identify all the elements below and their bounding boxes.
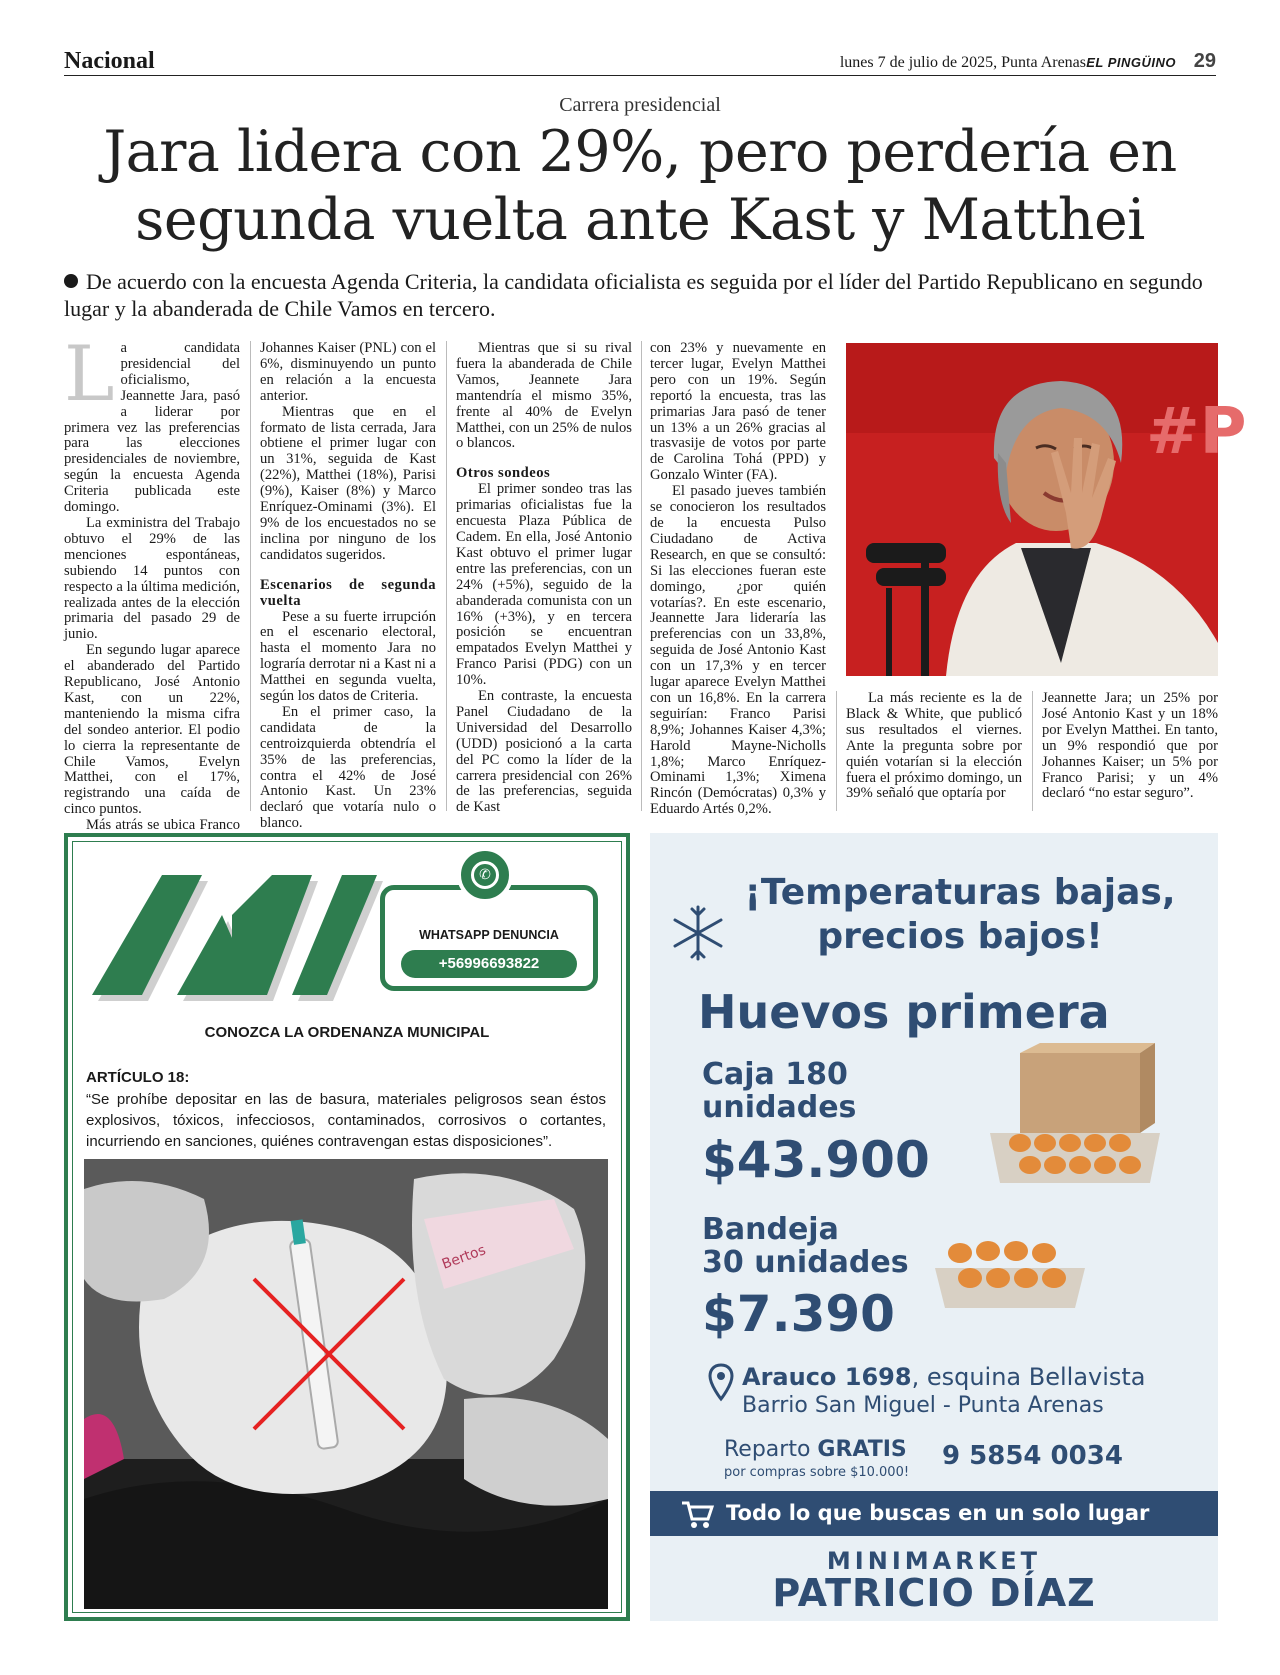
paragraph-text: a candidata presidencial del oficialismo, Jeannette Jara, pasó a liderar por primera vez las preferencias para las elecciones presidenciales de noviembre, según la encuesta Agenda Criteria publicada este domingo. (64, 340, 240, 516)
paragraph: Jeannette Jara; un 25% por José Antonio Kast y un 18% por Evelyn Matthei. En tanto, un 9% respondió que por Johannes Kaiser; un 5% por Franco Parisi; y un 4% declaró “no estar seguro”. (1042, 690, 1218, 802)
whatsapp-bubble (457, 847, 513, 903)
headline-line-1: Jara lidera con 29%, pero perdería en (103, 119, 1177, 185)
address-line-2: Barrio San Miguel - Punta Arenas (742, 1393, 1104, 1418)
snowflake-icon (668, 903, 728, 963)
minimarket-ad (650, 833, 1218, 1621)
photo-illustration (846, 343, 1247, 676)
paragraph: La más reciente es la de Black & White, que publicó sus resultados el viernes. Ante la pregunta sobre por quién votarían si la elección fuera el próximo domingo, un 39% señaló que optaría por (846, 690, 1022, 802)
egg-box-icon (980, 1043, 1170, 1193)
article-column-3 (456, 341, 632, 816)
paragraph: Más atrás se ubica Franco (86, 817, 240, 834)
item2-line-1: Bandeja (702, 1212, 839, 1247)
item2-description (702, 1213, 909, 1279)
paragraph: En contraste, la encuesta Panel Ciudadano de la Universidad del Desarrollo (UDD) posicionó a la carta del PC como la líder de la carrera presidencial con 26% de las preferencias, seguida de Kast (456, 688, 632, 816)
delivery-text (724, 1437, 907, 1462)
slogan-band (650, 1491, 1218, 1536)
address-rest: , esquina Bellavista (911, 1363, 1146, 1391)
column-divider (1032, 691, 1033, 811)
paragraph: En el primer caso, la candidata de la centroizquierda obtendría el 35% de las preferencias, contra el 42% de José Antonio Kast. Un 23% declaró que votaría nulo o blanco. (260, 703, 436, 832)
paragraph (64, 329, 240, 516)
candidate-photo (846, 343, 1247, 676)
section-name: Nacional (64, 48, 155, 74)
paragraph: El primer sondeo tras las primarias oficialistas fue la encuesta Plaza Pública de Cadem. En ella, José Antonio Kast obtuvo el primer lugar entre las preferencias, con un 24% (+5%), seguido de la abanderada comunista con un 16% (+3%), y en tercera posición se encuentran empatados Evelyn Matthei y Franco Parisi (PDG) con un 10%. (456, 481, 632, 689)
item1-line-2: unidades (702, 1090, 857, 1125)
paragraph: El pasado jueves también se conocieron los resultados de la encuesta Pulso Ciudadano de Activa Research, en que se consultó: Si las elecciones fueran este domingo, ¿por quién votarías?. En este escenario, Jeannette Jara lideraría las preferencias con un 33,8%, seguida de José Antonio Kast con un 17,3% y en tercer lugar aparece Evelyn Matthei con un 16,8%. En la carrera seguirían: Franco Parisi 8,9%; Johannes Kaiser 4,3%; Harold Mayne-Nicholls 1,8%; Marco Enríquez-Ominami 1,3%; Ximena Rincón (Demócratas) 0,3% y Eduardo Artés 0,2%. (650, 483, 826, 818)
store-name: PATRICIO DÍAZ (772, 1571, 1096, 1615)
slogan-text: Todo lo que buscas en un solo lugar (726, 1501, 1150, 1525)
paragraph: La exministra del Trabajo obtuvo el 29% de las menciones espontáneas, subiendo 14 puntos con respecto a la última medición, realizada antes de la elección primaria del pasado 29 de junio. (64, 514, 240, 643)
paragraph: Mientras que si su rival fuera la abanderada de Chile Vamos, Jeannete Jara mantendría el mismo 35%, frente al 40% de Evelyn Matthei, con un 25% de nulos o blancos. (456, 340, 632, 452)
article-text: “Se prohíbe depositar en las de basura, materiales peligrosos sean éstos explosivos, tóxicos, infecciosos, contaminados, corrosivos o cortantes, incurriendo en sanciones, quiénes contravengan estas disposiciones”. (86, 1091, 606, 1150)
delivery-condition: por compras sobre $10.000! (724, 1465, 910, 1480)
delivery-free: GRATIS (817, 1437, 907, 1462)
paragraph: En segundo lugar aparece el abanderado del Partido Republicano, José Antonio Kast, con un 22%, manteniendo la misma cifra del sondeo anterior. El podio lo cierra la representante de Chile Vamos, Evelyn Matthei, con el 17%, registrando una caída de cinco puntos. (64, 642, 240, 818)
municipal-logo-icon (82, 865, 382, 1005)
municipal-ad (64, 833, 630, 1621)
article-column-2 (260, 341, 436, 832)
paragraph: Mientras que en el formato de lista cerrada, Jara obtiene el primer lugar con un 31%, seguida de Kast (22%), Matthei (18%), Parisi (9%), Kaiser (8%) y Marco Enríquez-Ominami (3%). El 9% de los encuestados no se inclina por ninguno de los candidatos sugeridos. (260, 403, 436, 563)
subheading: Escenarios de segunda vuelta (260, 576, 436, 609)
article-column-6 (1042, 691, 1218, 802)
item1-price: $43.900 (702, 1131, 930, 1189)
egg-tray-icon (930, 1223, 1090, 1313)
article-column-4 (650, 341, 826, 818)
article-column-5 (846, 691, 1022, 802)
dateline: lunes 7 de julio de 2025, Punta Arenas (839, 54, 1086, 71)
paragraph: Johannes Kaiser (PNL) con el 6%, disminuyendo un punto en relación a la encuesta anterior. (260, 340, 436, 404)
sign-text: #P (1146, 395, 1247, 469)
item1-description (702, 1058, 856, 1124)
address-line-1 (742, 1363, 1146, 1391)
store-phone: 9 5854 0034 (942, 1441, 1123, 1471)
headline-line-2: segunda vuelta ante Kast y Matthei (135, 187, 1145, 253)
shopping-cart-icon (680, 1499, 714, 1529)
paragraph: con 23% y nuevamente en tercer lugar, Evelyn Matthei pero con un 19%. Según reportó la encuesta, tras las primarias Jara pasó de tener un 13% a un 26% gracias al trasvasije de votos por parte de Carolina Tohá (PPD) y Gonzalo Winter (FA). (650, 340, 826, 484)
address-street: Arauco 1698 (742, 1363, 912, 1391)
article-title: ARTÍCULO 18: (86, 1069, 190, 1086)
ordinance-title: CONOZCA LA ORDENANZA MUNICIPAL (204, 1024, 490, 1041)
whatsapp-icon: ✆ (471, 861, 499, 889)
page-header (64, 48, 1216, 76)
store-type: MINIMARKET (826, 1547, 1042, 1575)
article-lead (64, 268, 1216, 322)
paragraph: Pese a su fuerte irrupción en el escenario electoral, hasta el momento Jara no lograría derrotar ni a Kast ni a Matthei en segunda vuelta, según los datos de Criteria. (260, 608, 436, 705)
lead-text: De acuerdo con la encuesta Agenda Criteria, la candidata oficialista es seguida por el líder del Partido Republicano en segundo lugar y la abanderada de Chile Vamos en tercero. (64, 269, 1203, 321)
whatsapp-phone: +56996693822 (401, 950, 577, 978)
item1-line-1: Caja 180 (702, 1057, 848, 1092)
item2-line-2: 30 unidades (702, 1245, 909, 1280)
drop-cap: L (64, 329, 115, 418)
delivery-prefix: Reparto (724, 1437, 818, 1462)
column-divider (446, 341, 447, 811)
wrapper-text: Bertos (439, 1242, 488, 1273)
item2-price: $7.390 (702, 1285, 895, 1343)
ad-title-line-1: ¡Temperaturas bajas, (744, 872, 1176, 913)
article-kicker: Carrera presidencial (559, 94, 721, 116)
column-divider (250, 341, 251, 811)
trash-photo (84, 1159, 608, 1609)
ad-title-line-2: precios bajos! (817, 916, 1103, 957)
page-number: 29 (1193, 50, 1216, 72)
whatsapp-label: WHATSAPP DENUNCIA (419, 928, 559, 942)
bullet-icon (64, 274, 78, 288)
column-divider (836, 691, 837, 811)
subheading: Otros sondeos (456, 465, 551, 482)
article-column-1 (64, 329, 240, 866)
ad-title (720, 871, 1200, 959)
trash-photo-illustration (84, 1159, 608, 1609)
newspaper-logo: EL PINGÜINO (1086, 55, 1176, 70)
location-pin-icon (708, 1363, 734, 1401)
product-name: Huevos primera (698, 985, 1110, 1039)
article-headline (64, 118, 1216, 254)
column-divider (641, 341, 642, 811)
